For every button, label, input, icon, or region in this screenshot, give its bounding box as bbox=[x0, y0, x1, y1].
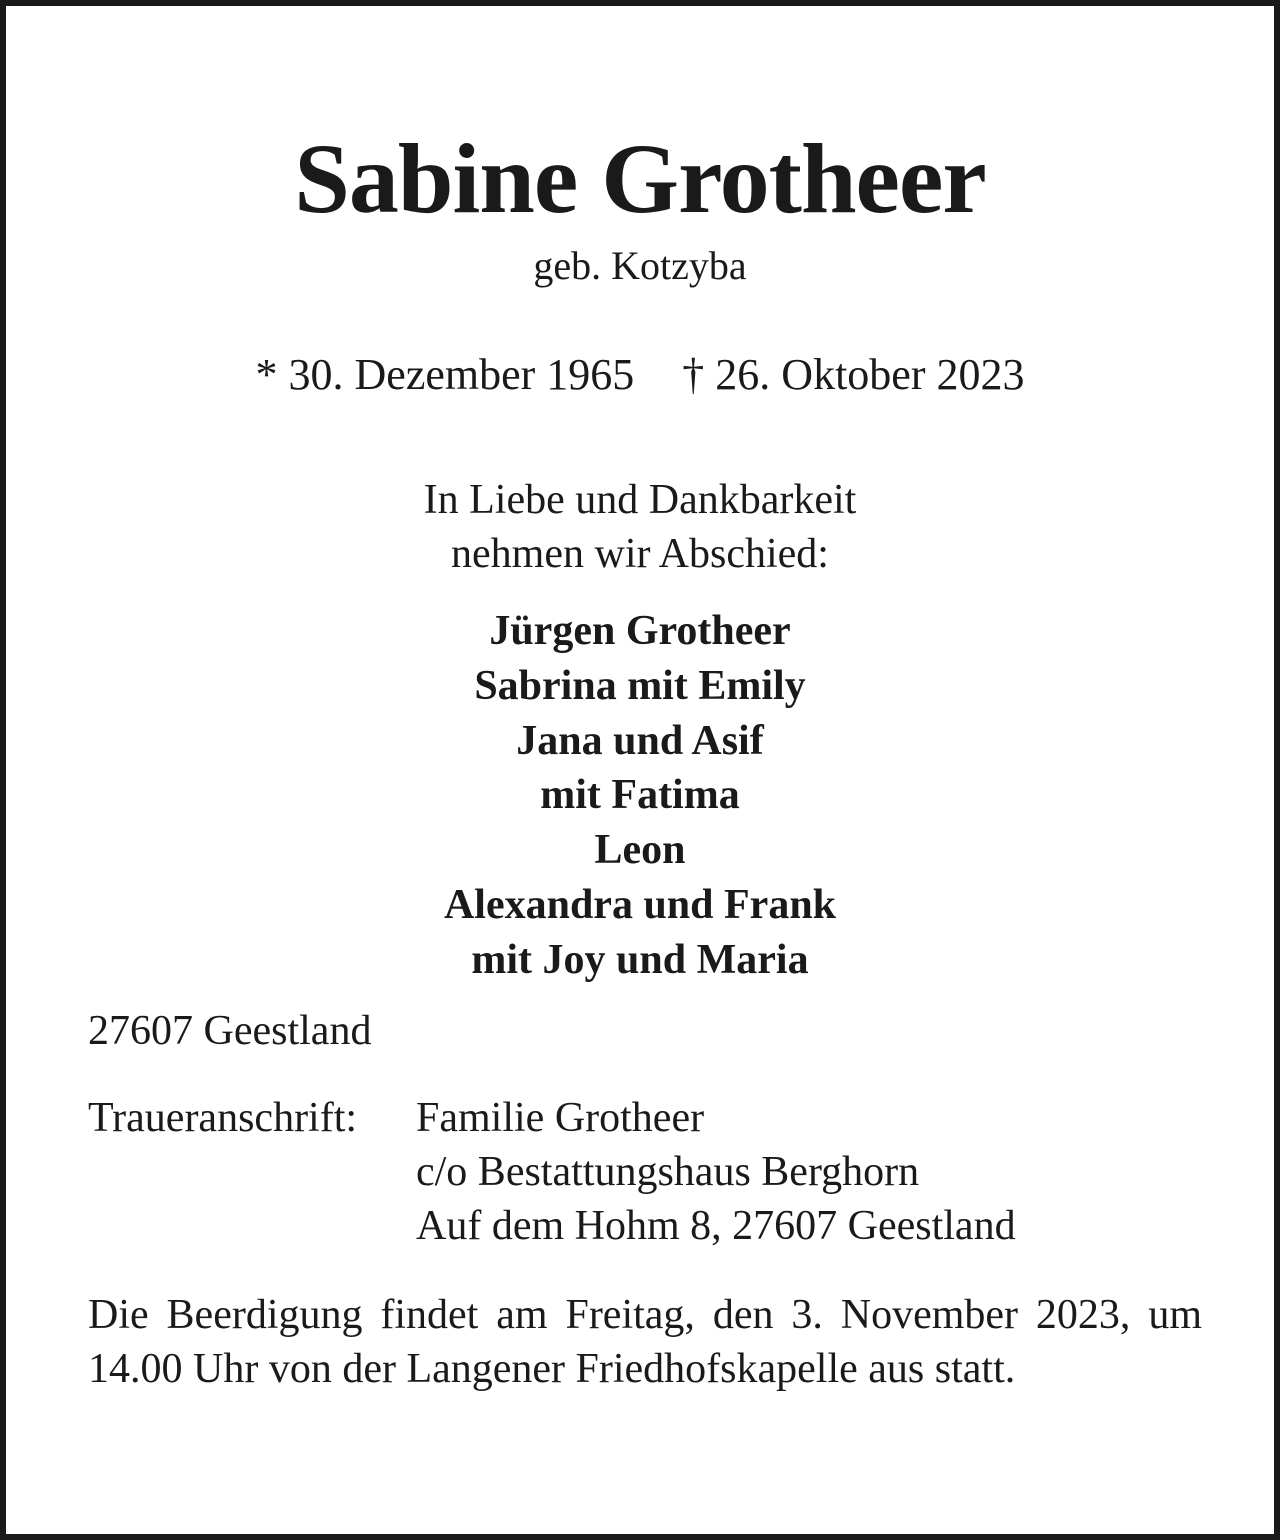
mourning-address-label: Traueranschrift: bbox=[88, 1095, 358, 1141]
death-date: † 26. Oktober 2023 bbox=[682, 350, 1025, 399]
location-text: 27607 Geestland bbox=[88, 1008, 372, 1054]
mourner-line: Sabrina mit Emily bbox=[474, 662, 806, 709]
mourner-line: Alexandra und Frank bbox=[443, 881, 837, 928]
mourner-line: Jürgen Grotheer bbox=[489, 608, 791, 654]
funeral-details: Die Beerdigung findet am Freitag, den 3. November 2023, um 14.00 Uhr von der Langener Friedhofskapelle aus statt. bbox=[88, 1292, 1202, 1392]
farewell-line-1: In Liebe und Dankbarkeit bbox=[423, 477, 857, 523]
mourning-address bbox=[88, 1091, 1202, 1253]
mourners-list bbox=[6, 604, 1274, 988]
farewell-line-2: nehmen wir Abschied: bbox=[451, 531, 829, 577]
farewell-text bbox=[6, 473, 1274, 581]
maiden-name: geb. Kotzyba bbox=[533, 243, 747, 288]
deceased-name: Sabine Grotheer bbox=[294, 123, 986, 234]
birth-date: * 30. Dezember 1965 bbox=[255, 350, 635, 399]
mourner-line: Leon bbox=[594, 827, 686, 874]
mourner-line: mit Joy und Maria bbox=[471, 936, 809, 983]
address-indent bbox=[88, 1145, 416, 1199]
life-dates bbox=[6, 348, 1274, 402]
address-line: Auf dem Hohm 8, 27607 Geestland bbox=[416, 1203, 1016, 1249]
address-line: Familie Grotheer bbox=[416, 1095, 705, 1141]
address-line: c/o Bestattungshaus Berghorn bbox=[416, 1149, 920, 1195]
address-indent bbox=[88, 1199, 416, 1253]
mourner-line: Jana und Asif bbox=[516, 717, 764, 764]
mourner-line: mit Fatima bbox=[540, 772, 740, 819]
